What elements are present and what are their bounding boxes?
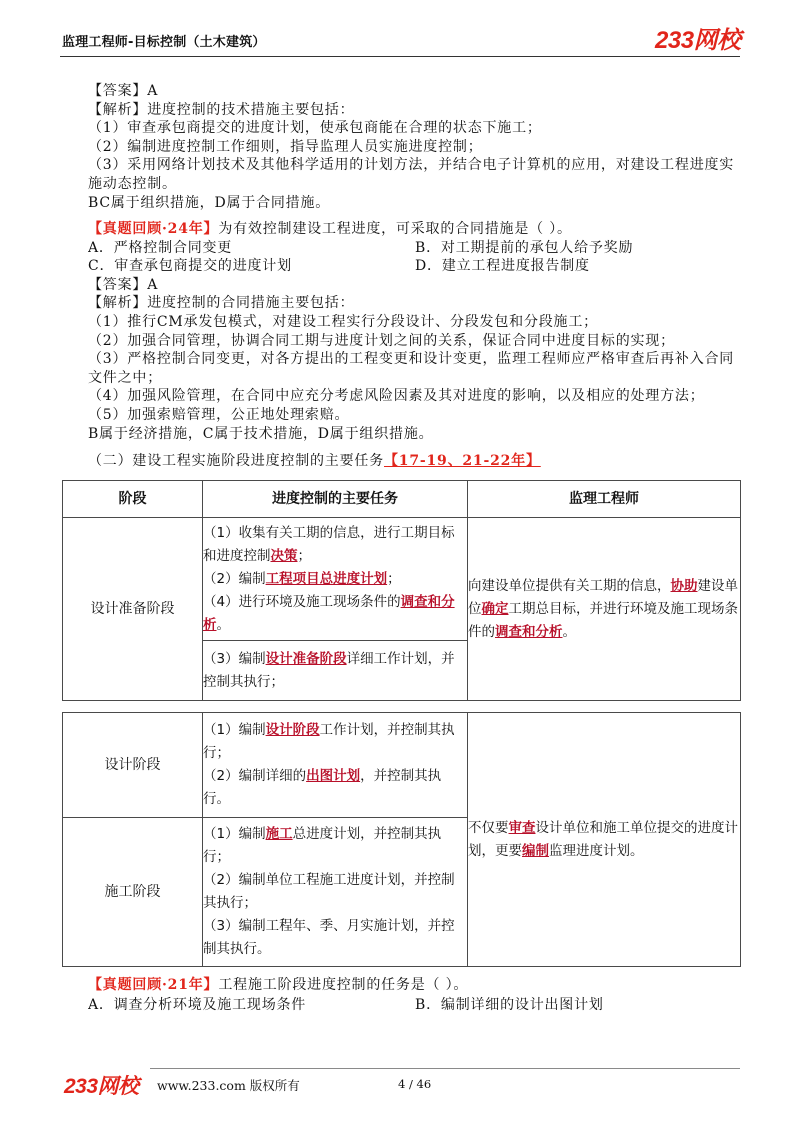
task-item	[203, 591, 467, 637]
key-term: 编制	[522, 842, 549, 859]
analysis-line: 【解析】进度控制的合同措施主要包括：	[88, 295, 355, 312]
key-term: 协助	[670, 577, 698, 594]
page-number: 4 / 46	[398, 1077, 432, 1091]
text-segment: （3）编制工程年、季、月实施计划，并控制其执行。	[203, 918, 455, 957]
text-segment: 建设单位	[468, 577, 738, 617]
analysis-item: （1）审查承包商提交的进度计划，使承包商能在合理的状态下施工；	[88, 120, 542, 137]
text-segment: （3）编制	[203, 650, 266, 667]
text-segment: 设计单位和施工单位提交的进度计划，更要	[468, 819, 738, 859]
analysis-item: （1）推行CM承发包模式，对建设工程实行分段设计、分段发包和分段施工；	[88, 313, 598, 330]
question-stem-line	[88, 975, 740, 995]
question-stem-line	[88, 220, 740, 239]
option-a: A．严格控制合同变更	[88, 239, 233, 256]
question-year-tag: 【真题回顾·24年】	[88, 221, 219, 237]
question-options	[88, 239, 740, 276]
option-d: D．建立工程进度报告制度	[415, 258, 590, 275]
analysis-note: BC属于组织措施，D属于合同措施。	[88, 194, 331, 211]
analysis-item: （5）加强索赔管理，公正地处理索赔。	[88, 406, 350, 423]
key-term: 工程项目总进度计划	[265, 570, 388, 587]
question-review-24	[88, 220, 740, 443]
option-c: C．审查承包商提交的进度计划	[88, 258, 292, 275]
text-segment: （4）进行环境及施工现场条件的	[203, 593, 401, 610]
text-segment: （2）编制	[203, 570, 266, 587]
engineer-duty-cell	[468, 713, 741, 967]
engineer-duty-cell	[468, 518, 741, 701]
answer-block-technical-measures	[88, 82, 740, 212]
analysis-item: （3）采用网络计划技术及其他科学适用的计划方法，并结合电子计算机的应用，对建设工程进度实施动态控制。	[88, 157, 735, 192]
task-item	[203, 522, 467, 568]
task-item	[203, 915, 467, 961]
text-segment: （1）编制	[203, 722, 266, 738]
text-segment: 不仅要	[468, 819, 509, 836]
tasks-cell	[203, 818, 468, 967]
analysis-item: （2）编制进度控制工作细则，指导监理人员实施进度控制；	[88, 138, 483, 155]
task-item	[203, 869, 467, 915]
question-options	[88, 995, 740, 1015]
key-term: 调查和分析	[495, 623, 563, 640]
column-header-main-tasks: 进度控制的主要任务	[203, 481, 468, 518]
key-term: 设计阶段	[265, 722, 320, 738]
question-review-21	[88, 975, 740, 1015]
text-segment: ；	[387, 570, 401, 587]
text-segment: 工作计划，并控制其执行；	[203, 722, 455, 761]
text-segment: 。	[562, 623, 576, 640]
table-row	[63, 518, 741, 641]
option-a: A．调查分析环境及施工现场条件	[88, 997, 307, 1013]
footer-brand-logo: 233网校	[64, 1075, 139, 1098]
text-segment: ；	[297, 547, 311, 564]
progress-control-table-design-preparation	[62, 480, 741, 701]
text-segment: （2）编制详细的	[203, 768, 307, 784]
key-term: 施工	[265, 826, 293, 842]
header-divider	[60, 56, 740, 57]
column-header-stage: 阶段	[63, 481, 203, 518]
progress-control-table-design-construction	[62, 712, 741, 967]
key-term: 出图计划	[306, 768, 361, 784]
key-term: 审查	[508, 819, 536, 836]
question-stem: 工程施工阶段进度控制的任务是（ ）。	[218, 977, 469, 993]
text-segment: 详细工作计划，并控制其执行；	[203, 650, 455, 690]
key-term: 设计准备阶段	[265, 650, 347, 667]
document-header-title: 监理工程师-目标控制（土木建筑）	[62, 35, 266, 50]
text-segment: 工期总目标，并进行环境及施工现场条件的	[468, 600, 738, 640]
section-title: （二）建设工程实施阶段进度控制的主要任务	[88, 453, 384, 469]
section-exam-years: 【17-19、21-22年】	[384, 453, 541, 469]
text-segment: （1）编制	[203, 826, 266, 842]
section-heading	[88, 452, 740, 471]
text-segment: ，并控制其执行。	[203, 768, 442, 807]
footer-copyright: www.233.com 版权所有	[157, 1078, 300, 1093]
task-item	[203, 568, 467, 591]
text-segment: （1）收集有关工期的信息，进行工期目标和进度控制	[203, 524, 455, 564]
stage-cell: 施工阶段	[63, 818, 203, 967]
analysis-note: B属于经济措施，C属于技术措施，D属于组织措施。	[88, 425, 434, 442]
stage-cell: 设计阶段	[63, 713, 203, 818]
text-segment: 。	[216, 616, 230, 633]
question-stem: 为有效控制建设工程进度，可采取的合同措施是（ ）。	[218, 221, 572, 237]
text-segment: 总进度计划，并控制其执行；	[203, 826, 442, 865]
table-header-row	[63, 481, 741, 518]
analysis-item: （2）加强合同管理，协调合同工期与进度计划之间的关系，保证合同中进度目标的实现；	[88, 332, 675, 349]
tasks-cell	[203, 518, 468, 641]
task-item	[203, 823, 467, 869]
analysis-item: （3）严格控制合同变更，对各方提出的工程变更和设计变更，监理工程师应严格审查后再补入合同文件之中；	[88, 351, 735, 386]
analysis-item: （4）加强风险管理，在合同中应充分考虑风险因素及其对进度的影响，以及相应的处理方法；	[88, 388, 705, 405]
analysis-line: 【解析】进度控制的技术措施主要包括：	[88, 101, 355, 118]
table-row	[63, 713, 741, 818]
task-item	[203, 648, 467, 694]
question-year-tag: 【真题回顾·21年】	[88, 977, 219, 993]
text-segment: 向建设单位提供有关工期的信息，	[468, 577, 671, 594]
text-segment: 监理进度计划。	[549, 842, 644, 859]
answer-line: 【答案】A	[88, 83, 159, 99]
option-b: B．编制详细的设计出图计划	[415, 997, 604, 1013]
key-term: 调查和分析	[203, 593, 455, 633]
answer-line: 【答案】A	[88, 276, 159, 293]
option-b: B．对工期提前的承包人给予奖励	[415, 239, 634, 256]
task-item	[203, 765, 467, 811]
footer-divider	[150, 1068, 740, 1069]
key-term: 决策	[270, 547, 298, 564]
task-item	[203, 719, 467, 765]
stage-cell: 设计准备阶段	[63, 518, 203, 701]
tasks-cell	[203, 641, 468, 701]
key-term: 确定	[481, 600, 509, 617]
brand-logo: 233网校	[655, 27, 741, 54]
text-segment: （2）编制单位工程施工进度计划，并控制其执行；	[203, 872, 455, 911]
column-header-supervising-engineer: 监理工程师	[468, 481, 741, 518]
tasks-cell	[203, 713, 468, 818]
